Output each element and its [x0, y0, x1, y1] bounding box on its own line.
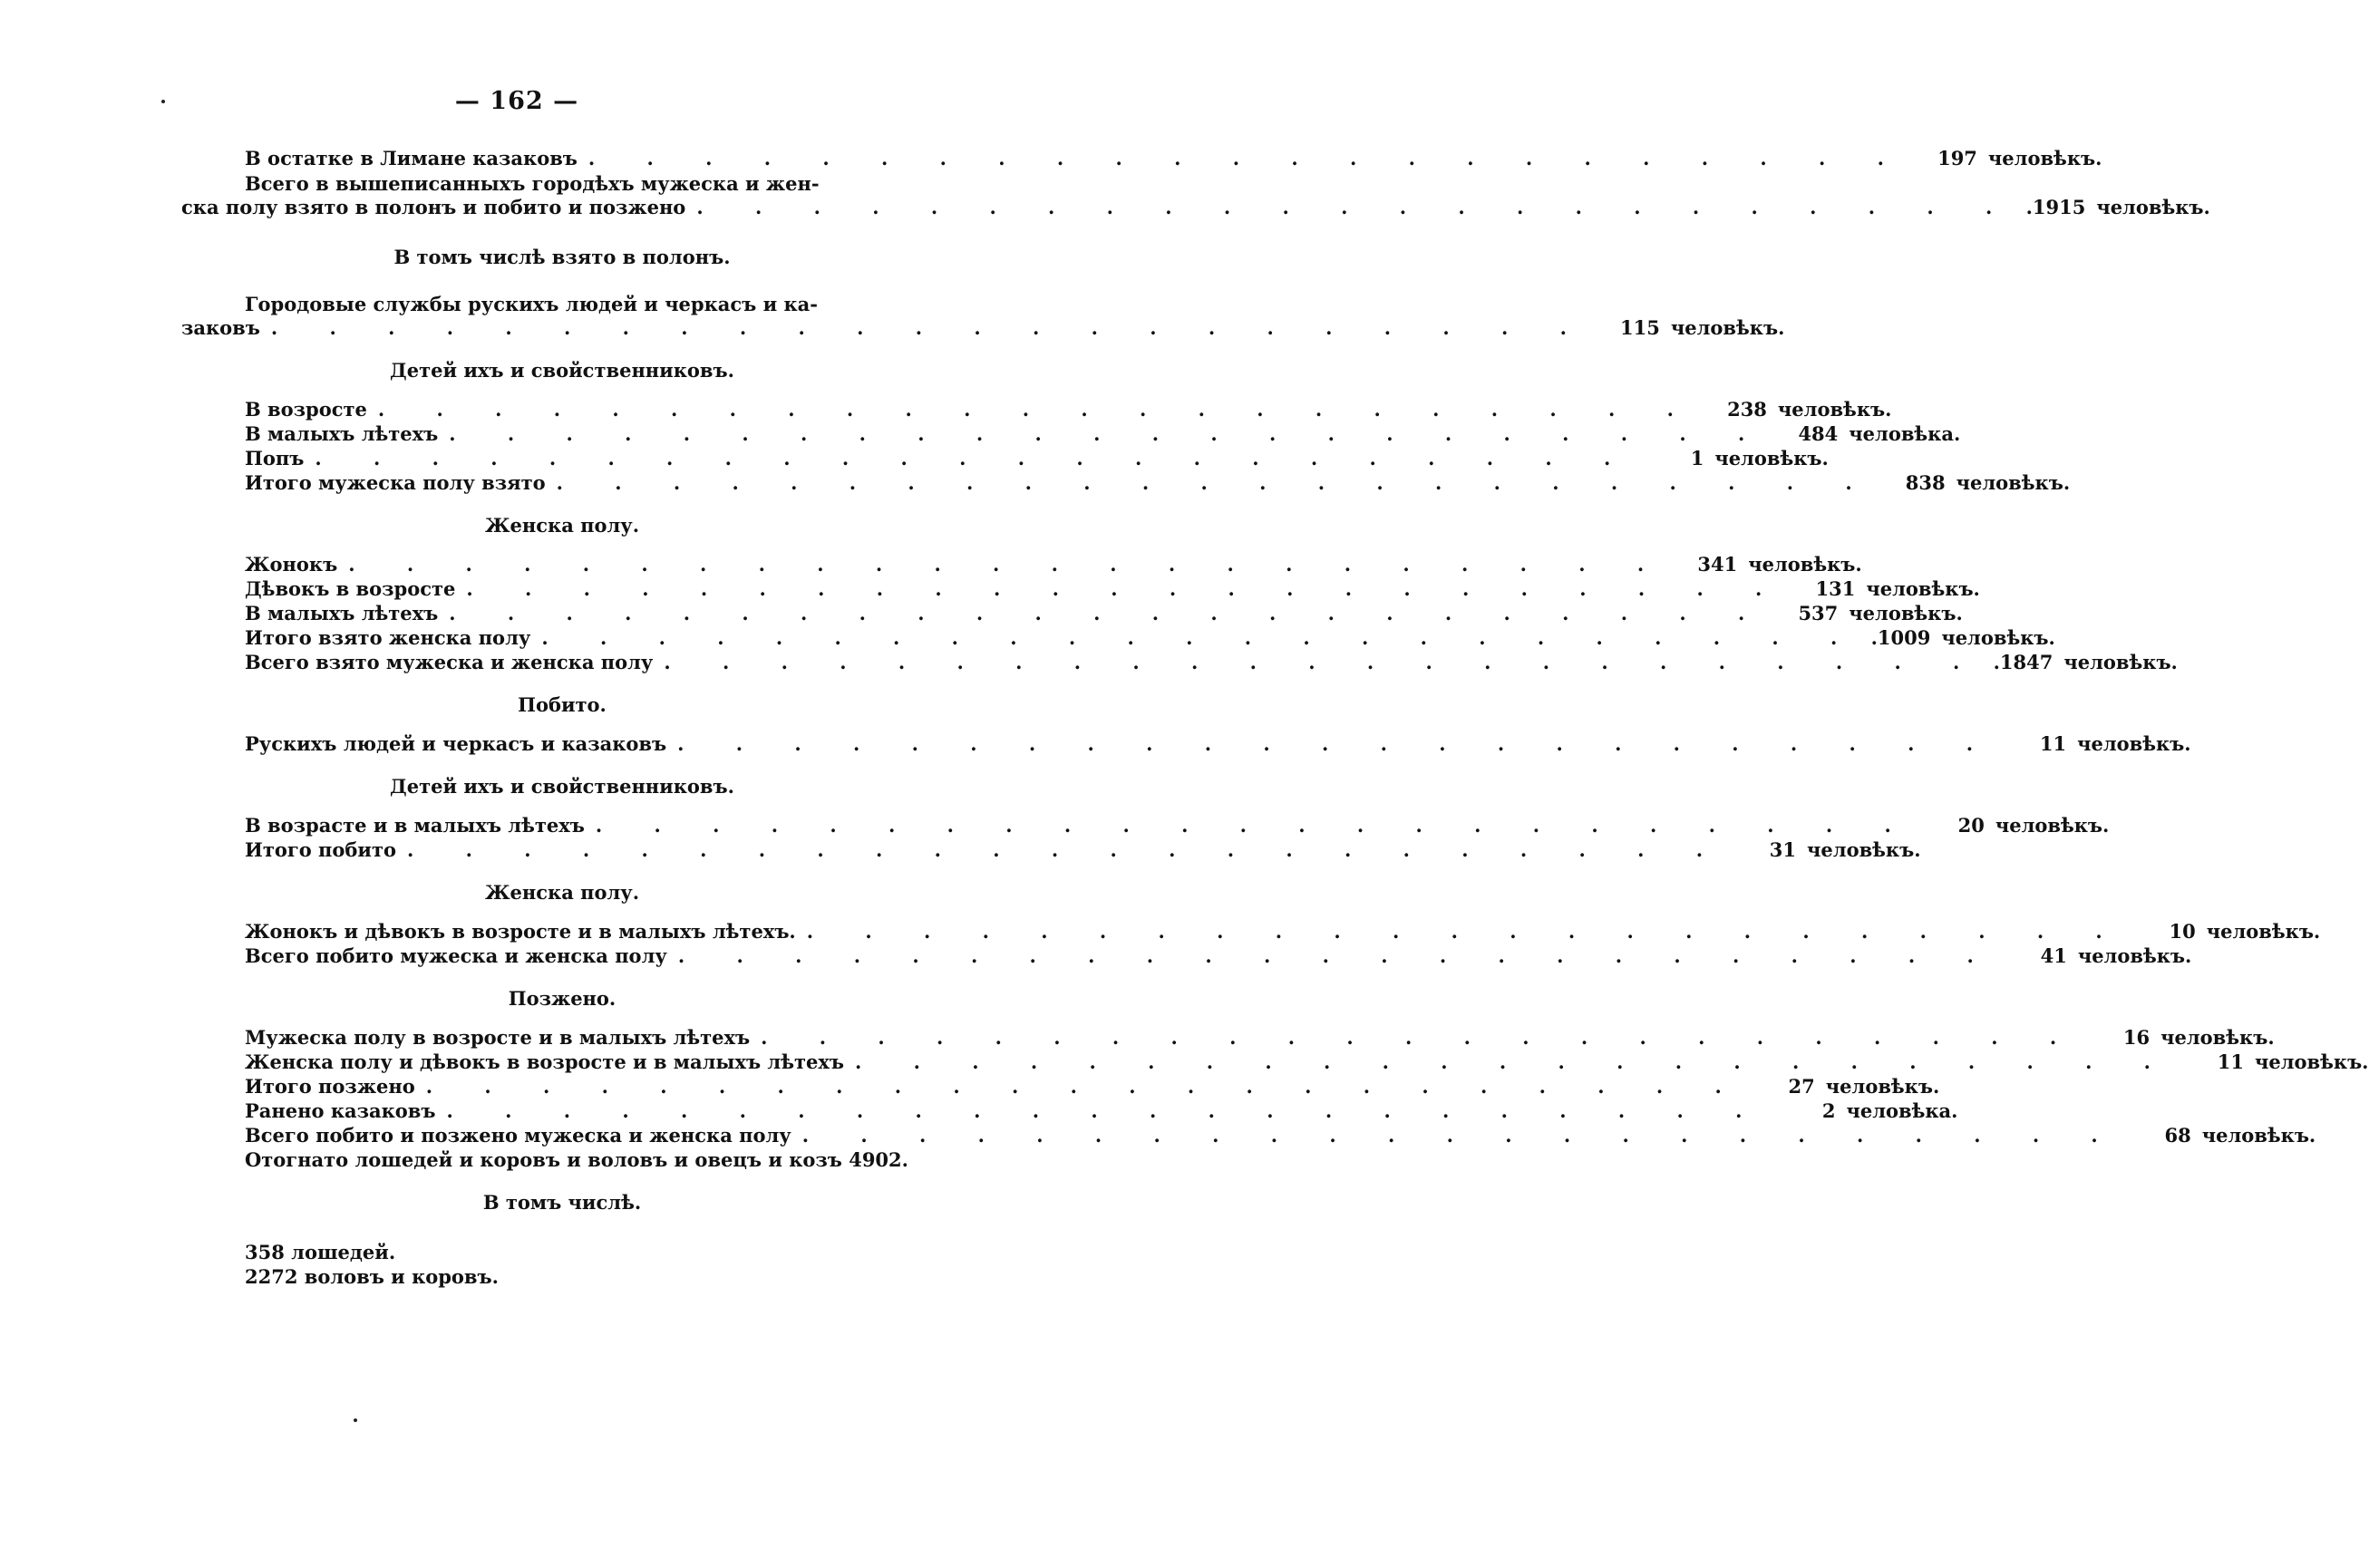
- row-unit: человѣкъ.: [1941, 626, 2055, 649]
- table-row: [181, 944, 2192, 969]
- service-line-1: Городовые службы рускихъ людей и черкасъ и ка-: [245, 293, 818, 315]
- row-count: 131: [1815, 577, 1856, 600]
- row-count: 16: [2122, 1026, 2151, 1049]
- section-title-killed: Побито.: [518, 693, 607, 716]
- row-count: 484: [1798, 422, 1839, 445]
- row-label: Итого позжено: [245, 1075, 415, 1098]
- row-label: Жонокъ и дѣвокъ в возросте и в малыхъ лѣтехъ.: [245, 920, 796, 943]
- section-title-among: В томъ числѣ.: [482, 1191, 642, 1214]
- row-unit: человѣкъ.: [1995, 814, 2110, 837]
- total-row: [181, 196, 2210, 220]
- row-label: Ранено казаковъ: [245, 1099, 436, 1122]
- row-label: В малыхъ лѣтехъ: [245, 422, 439, 445]
- row-count: 1: [1690, 447, 1704, 469]
- row-label: В остатке в Лимане казаковъ: [245, 147, 578, 169]
- table-row: [181, 651, 2178, 675]
- killed-children-list: [181, 814, 2110, 863]
- leader-dots: [796, 920, 2125, 943]
- killed-female-list: [181, 920, 2321, 969]
- leader-dots: [585, 814, 1914, 837]
- table-row: [181, 1099, 1958, 1124]
- row-unit: человѣкъ.: [1849, 602, 1963, 624]
- row-unit: человѣкъ.: [1748, 553, 1862, 576]
- row-label: Всего побито и позжено мужеска и женска полу: [245, 1124, 791, 1147]
- section-title-female-2: Женска полу.: [484, 881, 640, 904]
- female-list: [181, 553, 2178, 675]
- row-unit: человѣкъ.: [2255, 1050, 2369, 1073]
- row-count: 838: [1905, 471, 1946, 494]
- table-row: [181, 553, 1862, 577]
- row-count: 238: [1727, 398, 1767, 421]
- service-row: [181, 316, 1785, 341]
- children-list: [181, 398, 2071, 496]
- row-unit: человѣкъ.: [1777, 398, 1892, 421]
- row-label: Жонокъ: [245, 553, 338, 576]
- row-count: 11: [2217, 1050, 2244, 1073]
- row-count: 197: [1937, 147, 1977, 169]
- row-count: 537: [1798, 602, 1839, 624]
- row-count: .1009: [1870, 626, 1931, 649]
- row-label: заковъ: [181, 316, 260, 339]
- row-unit: человѣкъ.: [1670, 316, 1785, 339]
- total-line-1: Всего в вышеписанныхъ городѣхъ мужеска и жен-: [245, 172, 820, 195]
- leader-dots: [260, 316, 1589, 339]
- livestock-item: 358 лошедей.: [245, 1241, 396, 1263]
- row-label: Итого побито: [245, 838, 397, 861]
- row-count: 11: [2039, 732, 2067, 755]
- table-row: [181, 398, 1892, 422]
- row-count: 27: [1788, 1075, 1815, 1098]
- row-unit: человѣкъ.: [2206, 920, 2321, 943]
- leader-dots: [304, 447, 1633, 469]
- leader-dots: [750, 1026, 2079, 1049]
- document-body: [181, 147, 2369, 1290]
- section-title-burned: Позжено.: [508, 987, 617, 1010]
- table-row: [181, 838, 1921, 863]
- table-row: [181, 422, 1961, 447]
- leader-dots: [438, 422, 1767, 445]
- row-count: 115: [1620, 316, 1660, 339]
- leader-dots: [455, 577, 1784, 600]
- leader-dots: [337, 553, 1666, 576]
- row-count: 68: [2164, 1124, 2191, 1147]
- stray-mark: [161, 100, 165, 103]
- leader-dots: [438, 602, 1767, 624]
- row-count: .1915: [2025, 196, 2086, 218]
- row-label: Дѣвокъ в возросте: [245, 577, 456, 600]
- row-unit: человѣкъ.: [2160, 1026, 2275, 1049]
- page-number: — 162 —: [454, 87, 579, 115]
- leader-dots: [396, 838, 1725, 861]
- table-row: [181, 920, 2321, 944]
- row-unit: человѣкъ.: [2201, 1124, 2316, 1147]
- leader-dots: [578, 147, 1907, 169]
- leader-dots: [844, 1050, 2173, 1073]
- leader-dots: [666, 732, 1995, 755]
- livestock-line: Отогнато лошедей и коровъ и воловъ и овецъ и козъ 4902.: [245, 1148, 908, 1171]
- table-row: [181, 447, 1829, 471]
- row-count: 20: [1957, 814, 1985, 837]
- table-row: [181, 1124, 2316, 1148]
- row-unit: человѣкъ.: [1866, 577, 1980, 600]
- row-unit: человѣка.: [1849, 422, 1961, 445]
- row-label: Попъ: [245, 447, 305, 469]
- burned-list: [181, 1026, 2369, 1148]
- row-label: В малыхъ лѣтехъ: [245, 602, 439, 624]
- row-label: Женска полу и дѣвокъ в возросте и в малыхъ лѣтехъ: [245, 1050, 844, 1073]
- row-label: ска полу взято в полонъ и побито и позжено: [181, 196, 686, 218]
- table-row: [181, 1075, 1940, 1099]
- row-unit: человѣкъ.: [2077, 944, 2192, 967]
- row-count: 31: [1769, 838, 1797, 861]
- row-unit: человѣкъ.: [2063, 651, 2178, 673]
- leader-dots: [667, 944, 1996, 967]
- row-unit: человѣкъ.: [1987, 147, 2102, 169]
- section-title-children-1: Детей ихъ и свойственниковъ.: [390, 359, 734, 382]
- row-count: 2: [1821, 1099, 1836, 1122]
- leader-dots: [685, 196, 2015, 218]
- section-title-captive: В томъ числѣ взято в полонъ.: [393, 246, 731, 268]
- row-unit: человѣкъ.: [1807, 838, 1921, 861]
- row-unit: человѣкъ.: [2077, 732, 2191, 755]
- table-row: [181, 732, 2191, 757]
- leader-dots: [546, 471, 1875, 494]
- leader-dots: [415, 1075, 1744, 1098]
- table-row: [181, 577, 1980, 602]
- row-count: 10: [2169, 920, 2196, 943]
- row-unit: человѣкъ.: [2096, 196, 2210, 218]
- row-unit: человѣкъ.: [1956, 471, 2071, 494]
- stray-mark: [354, 1418, 357, 1422]
- row-count: 41: [2040, 944, 2067, 967]
- row-unit: человѣка.: [1846, 1099, 1958, 1122]
- table-row: [181, 1026, 2275, 1050]
- row-label: Всего побито мужеска и женска полу: [245, 944, 667, 967]
- table-row: [181, 1050, 2369, 1075]
- table-row: [181, 814, 2110, 838]
- table-row: [181, 626, 2055, 651]
- section-title-children-2: Детей ихъ и свойственниковъ.: [390, 775, 734, 798]
- table-row: [181, 602, 1963, 626]
- remain-row: [181, 147, 2102, 171]
- row-count: .1847: [1993, 651, 2053, 673]
- row-label: Итого взято женска полу: [245, 626, 531, 649]
- row-label: Рускихъ людей и черкасъ и казаковъ: [245, 732, 667, 755]
- row-label: Всего взято мужеска и женска полу: [245, 651, 654, 673]
- leader-dots: [653, 651, 1982, 673]
- row-unit: человѣкъ.: [1714, 447, 1829, 469]
- row-label: В возрасте и в малыхъ лѣтехъ: [245, 814, 585, 837]
- leader-dots: [367, 398, 1696, 421]
- row-label: Итого мужеска полу взято: [245, 471, 546, 494]
- livestock-item: 2272 воловъ и коровъ.: [245, 1265, 499, 1288]
- leader-dots: [791, 1124, 2121, 1147]
- row-unit: человѣкъ.: [1825, 1075, 1940, 1098]
- row-count: 341: [1697, 553, 1738, 576]
- row-label: Мужеска полу в возросте и в малыхъ лѣтехъ: [245, 1026, 751, 1049]
- leader-dots: [435, 1099, 1764, 1122]
- leader-dots: [530, 626, 1859, 649]
- section-title-female-1: Женска полу.: [484, 514, 640, 537]
- row-label: В возросте: [245, 398, 367, 421]
- table-row: [181, 471, 2071, 496]
